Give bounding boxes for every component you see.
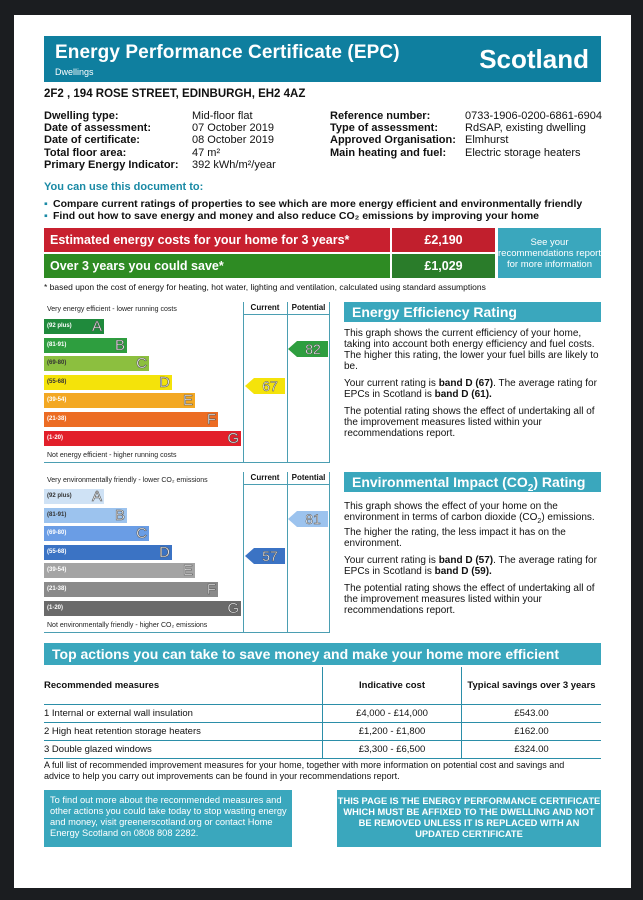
column-header-divider [243,314,329,315]
more-info-box: To find out more about the recommended measures and other actions you could take today to stop wasting energy and money, visit greenerscotland.org or contact Home Energy Scotland on 0808 808 2282. [44,790,292,847]
band-c [44,356,149,371]
text-fragment: ) Rating [533,474,586,490]
band-range: (39-54) [47,567,67,574]
band-range: (81-91) [47,341,67,348]
band-letter: D [159,373,170,391]
measure-savings: £162.00 [462,723,602,741]
measure-cost: £1,200 - £1,800 [323,723,462,741]
energy-efficiency-heading: Energy Efficiency Rating [344,302,601,322]
text-fragment: 2 [527,482,534,494]
band-range: (81-91) [47,511,67,518]
text-fragment: 2 [537,518,542,525]
band-d [44,375,172,390]
text-fragment: Your current rating is [344,555,439,566]
detail-row [330,122,602,134]
band-range: (1-20) [47,604,64,611]
column-header: Typical savings over 3 years [462,667,602,705]
band-letter: G [227,599,239,617]
band-range: (92 plus) [47,493,72,499]
measure-savings: £543.00 [462,705,602,723]
bullet-text: Compare current ratings of properties to see which are more energy efficient and environmentally friendly [53,198,583,210]
current-rating-value: 67 [262,378,278,395]
measure-name: 1 Internal or external wall insulation [44,705,323,723]
detail-value: RdSAP, existing dwelling [465,122,586,135]
band-a [44,319,104,334]
band-g [44,431,241,446]
chart-bottom-note: Not energy efficient - higher running costs [47,452,177,459]
text-fragment: This graph shows the effect of your home on the environment in terms of carbon dioxide (CO [344,501,558,523]
band-letter: G [227,429,239,447]
bullet-icon: ▪ [44,210,48,222]
average-band: band D (61). [434,389,492,400]
table-row [44,705,601,723]
environmental-impact-text [344,501,601,622]
current-band: band D (57) [438,555,494,566]
energy-description: This graph shows the current efficiency of your home, taking into account both energy efficiency and fuel costs. The higher this rating, the lower your fuel bills are likely to be. [344,328,599,372]
band-d [44,545,172,560]
band-f [44,582,218,597]
bullet-text: Find out how to save energy and money and also reduce CO₂ emissions by improving your home [53,210,540,222]
epc-page [14,15,631,888]
detail-label: Approved Organisation: [330,134,456,147]
band-range: (39-54) [47,397,67,404]
column-header: Indicative cost [323,667,462,705]
details-left [44,110,276,171]
band-letter: C [136,525,147,543]
band-range: (21-38) [47,586,67,592]
estimated-cost-label: Estimated energy costs for your home for 3 years* [44,228,390,252]
band-letter: D [159,543,170,561]
detail-label: Date of certificate: [44,134,140,147]
detail-row [44,110,276,122]
current-rating-value: 57 [262,548,278,565]
measure-name: 2 High heat retention storage heaters [44,723,323,741]
band-a [44,489,104,504]
text-fragment: . The average rating for EPCs in Scotland is [344,555,597,577]
band-c [44,526,149,541]
page-title: Energy Performance Certificate (EPC) [55,42,400,63]
detail-value: 07 October 2019 [192,122,274,135]
detail-label: Main heating and fuel: [330,146,447,159]
recommended-measures-table [44,667,601,759]
current-column-header: Current [250,303,280,312]
band-b [44,338,127,353]
current-column-header: Current [250,473,280,482]
environmental-impact-chart [44,472,330,633]
current-band: band D (67) [438,378,494,389]
top-actions-heading: Top actions you can take to save money and make your home more efficient [44,643,601,665]
savings-value: £1,029 [392,254,495,278]
details-right [330,110,602,159]
detail-row [330,110,602,122]
potential-column [287,472,330,632]
recommendations-report-text: See your recommendations report for more information [498,236,601,270]
full-list-note: A full list of recommended improvement measures for your home, together with more information on potential cost and savings and advice to help you carry out improvements can be found in your recommendations report. [44,760,565,781]
bullet-item [44,198,582,210]
env-potential-note: The potential rating shows the effect of undertaking all of the improvement measures listed within your recommendations report. [344,583,595,616]
detail-value: 47 m² [192,146,221,159]
text-fragment: Your current rating is [344,378,439,389]
table-row [44,741,601,759]
measure-savings: £324.00 [462,741,602,759]
band-e [44,563,195,578]
band-range: (55-68) [47,378,67,385]
band-letter: B [114,336,125,354]
measure-cost: £4,000 - £14,000 [323,705,462,723]
env-description [344,501,601,549]
band-letter: E [182,562,193,580]
band-letter: A [91,488,102,505]
potential-rating-arrow [288,511,328,527]
band-letter: A [91,318,102,335]
current-rating-arrow [245,378,285,394]
detail-row [44,147,276,159]
band-letter: C [136,355,147,373]
table-row [44,723,601,741]
chart-bottom-border [44,462,330,463]
bullet-item [44,210,582,222]
band-letter: F [206,581,216,598]
epc-header [44,36,601,82]
detail-label: Total floor area: [44,146,127,159]
environmental-impact-heading [344,472,601,492]
detail-value: Electric storage heaters [465,146,581,159]
chart-bottom-note: Not environmentally friendly - higher CO₂ emissions [47,622,208,629]
env-current-rating [344,555,601,577]
detail-value: 0733-1906-0200-6861-6904 [465,110,603,122]
potential-column [287,302,330,462]
estimated-cost-value: £2,190 [392,228,495,252]
band-range: (69-80) [47,360,67,367]
band-range: (69-80) [47,530,67,537]
band-range: (92 plus) [47,323,72,329]
use-bullets [44,198,582,222]
detail-label: Dwelling type: [44,110,119,122]
current-rating-arrow [245,548,285,564]
chart-bottom-border [44,632,330,633]
energy-efficiency-text [344,328,601,445]
detail-row [44,134,276,146]
detail-value: 392 kWh/m²/year [192,158,276,171]
savings-label: Over 3 years you could save* [44,254,390,278]
detail-label: Type of assessment: [330,122,439,135]
detail-row [44,122,276,134]
energy-potential-note: The potential rating shows the effect of undertaking all of the improvement measures listed within your recommendations report. [344,406,595,439]
column-header: Recommended measures [44,667,323,705]
band-e [44,393,195,408]
detail-value: Elmhurst [465,134,509,147]
energy-current-rating [344,378,601,400]
detail-label: Date of assessment: [44,122,151,135]
table-header-row [44,667,601,705]
detail-row [44,159,276,171]
detail-label: Reference number: [330,110,431,122]
detail-value: Mid-floor flat [192,110,253,122]
band-letter: E [182,392,193,410]
band-range: (21-38) [47,416,67,422]
measure-cost: £3,300 - £6,500 [323,741,462,759]
chart-top-note: Very environmentally friendly - lower CO₂ emissions [47,477,208,484]
country-label: Scotland [479,44,589,74]
detail-value: 08 October 2019 [192,134,274,147]
potential-rating-value: 82 [305,340,321,357]
property-address: 2F2 , 194 ROSE STREET, EDINBURGH, EH2 4AZ [44,88,306,100]
use-document-title: You can use this document to: [44,181,204,193]
detail-label: Primary Energy Indicator: [44,158,179,171]
band-range: (55-68) [47,548,67,555]
page-subtitle: Dwellings [55,67,94,77]
certificate-notice-box: THIS PAGE IS THE ENERGY PERFORMANCE CERTIFICATE WHICH MUST BE AFFIXED TO THE DWELLING AND NOT BE REMOVED UNLESS IT IS REPLACED WITH AN UPDATED CERTIFICATE [337,790,601,847]
text-fragment: Environmental Impact (CO [352,474,528,490]
average-band: band D (59). [434,566,492,577]
cost-footnote: * based upon the cost of energy for heating, hot water, lighting and ventilation, calculated using standard assumptions [44,282,486,292]
text-fragment: ) emissions. The higher the rating, the less impact it has on the environment. [344,512,595,549]
band-b [44,508,127,523]
band-range: (1-20) [47,434,64,441]
column-header-divider [243,484,329,485]
detail-row [330,147,602,159]
potential-column-header: Potential [291,473,326,482]
potential-column-header: Potential [291,303,326,312]
text-fragment: . The average rating for EPCs in Scotland is [344,378,597,400]
detail-row [330,134,602,146]
estimated-cost-row [44,228,495,252]
bullet-icon: ▪ [44,198,48,210]
chart-top-note: Very energy efficient - lower running costs [47,306,177,313]
energy-efficiency-chart [44,302,330,463]
band-letter: F [206,411,216,428]
potential-rating-arrow [288,341,328,357]
band-g [44,601,241,616]
recommendations-report-note [498,228,601,278]
measure-name: 3 Double glazed windows [44,741,323,759]
band-f [44,412,218,427]
band-letter: B [114,506,125,524]
potential-rating-value: 81 [305,510,321,527]
savings-row [44,254,495,278]
